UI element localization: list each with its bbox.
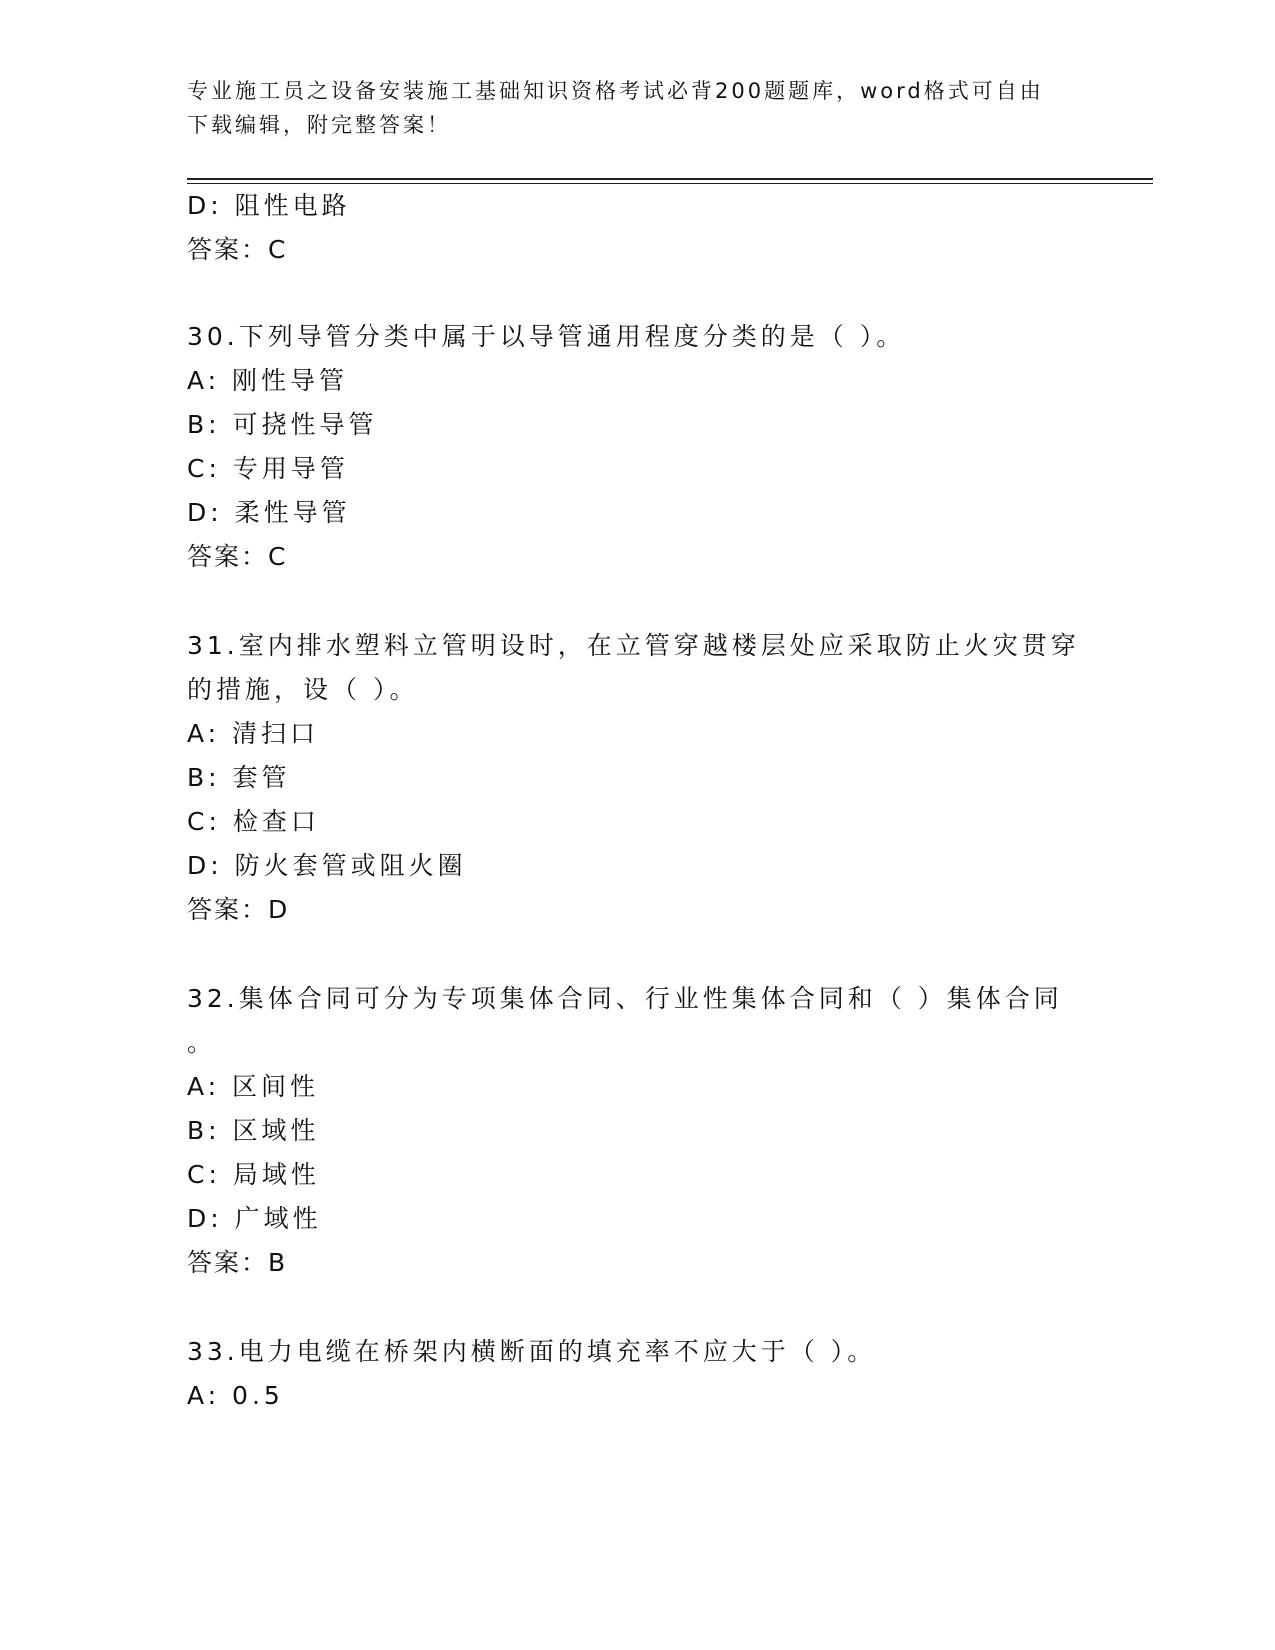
q30-option-b: B: 可挠性导管	[187, 410, 378, 439]
q32-answer: 答案：B	[187, 1248, 288, 1277]
q31-option-d: D: 防火套管或阻火圈	[187, 851, 467, 880]
q31-option-a: A: 清扫口	[187, 719, 320, 748]
q31-option-b: B: 套管	[187, 763, 291, 792]
header-line-2: 下载编辑，附完整答案！	[187, 113, 451, 137]
q33-option-a: A: 0.5	[187, 1381, 284, 1410]
q31-option-c: C: 检查口	[187, 807, 320, 836]
q31-stem-line-1: 31.室内排水塑料立管明设时，在立管穿越楼层处应采取防止火灾贯穿	[187, 631, 1080, 660]
header-divider-thick	[187, 178, 1153, 180]
document-header	[187, 74, 1087, 142]
q31-answer: 答案：D	[187, 895, 290, 924]
q31-stem-line-2: 的措施，设（ ）。	[187, 675, 419, 704]
q30-option-a: A: 刚性导管	[187, 366, 349, 395]
q30-stem: 30.下列导管分类中属于以导管通用程度分类的是（ ）。	[187, 322, 906, 351]
prev-option-d: D: 阻性电路	[187, 191, 351, 220]
prev-answer: 答案：C	[187, 235, 288, 264]
q32-option-d: D: 广域性	[187, 1204, 322, 1233]
q32-option-c: C: 局域性	[187, 1160, 320, 1189]
q30-answer: 答案：C	[187, 542, 288, 571]
q32-stem-line-2: 。	[187, 1028, 217, 1057]
header-divider-thin	[187, 183, 1153, 184]
q32-option-b: B: 区域性	[187, 1116, 320, 1145]
q33-stem: 33.电力电缆在桥架内横断面的填充率不应大于（ ）。	[187, 1337, 877, 1366]
header-line-1: 专业施工员之设备安装施工基础知识资格考试必背200题题库，word格式可自由	[187, 79, 1044, 103]
q32-stem-line-1: 32.集体合同可分为专项集体合同、行业性集体合同和（ ）集体合同	[187, 984, 1063, 1013]
q30-option-c: C: 专用导管	[187, 454, 349, 483]
q30-option-d: D: 柔性导管	[187, 498, 351, 527]
q32-option-a: A: 区间性	[187, 1072, 320, 1101]
